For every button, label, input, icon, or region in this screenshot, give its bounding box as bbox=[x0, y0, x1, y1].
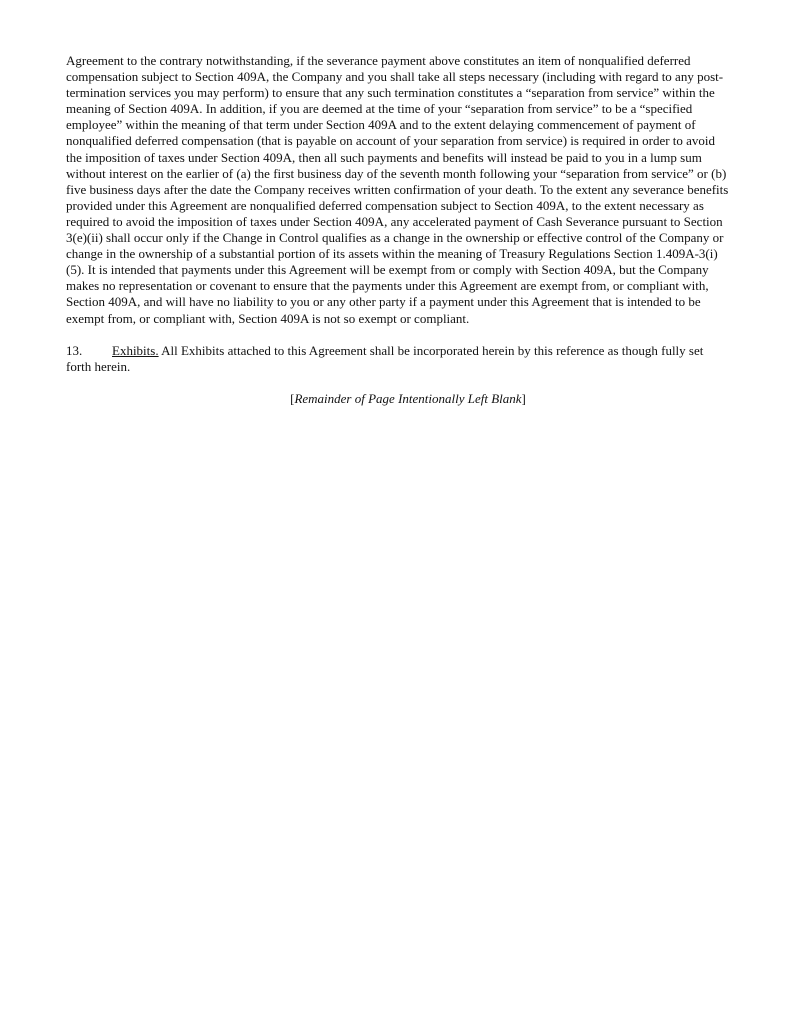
section-title: Exhibits. bbox=[112, 342, 159, 358]
paragraph-line: nonqualified deferred compensation (that is payable on account of your separation from service) is required in order to avoid bbox=[66, 133, 716, 149]
section-13-exhibits bbox=[66, 343, 738, 375]
section-13-line-2: forth herein. bbox=[66, 358, 131, 374]
open-bracket: [ bbox=[290, 390, 295, 406]
paragraph-section-12-continued bbox=[66, 53, 738, 327]
remainder-note-text: Remainder of Page Intentionally Left Blank bbox=[294, 390, 522, 406]
close-bracket: ] bbox=[521, 390, 526, 406]
paragraph-line: employee” within the meaning of that term under Section 409A and to the extent delaying commencement of payment of bbox=[66, 117, 696, 133]
paragraph-line: termination services you may perform) to ensure that any such termination constitutes a “separation from service” within the bbox=[66, 85, 715, 101]
paragraph-line: (5). It is intended that payments under this Agreement will be exempt from or comply with Section 409A, but the Company bbox=[66, 262, 709, 278]
paragraph-line: Section 409A, and will have no liability to you or any other party if a payment under this Agreement that is intended to be bbox=[66, 294, 701, 310]
section-text: All Exhibits attached to this Agreement shall be incorporated herein by this reference as though fully set bbox=[158, 342, 704, 358]
paragraph-line: Agreement to the contrary notwithstanding, if the severance payment above constitutes an item of nonqualified deferred bbox=[66, 53, 691, 68]
paragraph-line: change in the ownership of a substantial portion of its assets within the meaning of Treasury Regulations Section 1.409A-3(i) bbox=[66, 246, 718, 262]
section-number: 13. bbox=[66, 342, 83, 358]
paragraph-line: five business days after the date the Company receives written confirmation of your death. To the extent any severance benefits bbox=[66, 181, 729, 197]
paragraph-line: compensation subject to Section 409A, the Company and you shall take all steps necessary (including with regard to any post- bbox=[66, 69, 724, 85]
section-13-line-1 bbox=[66, 343, 738, 359]
paragraph-line: 3(e)(ii) shall occur only if the Change in Control qualifies as a change in the ownership or effective control of the Company or bbox=[66, 230, 724, 246]
paragraph-line: provided under this Agreement are nonqualified deferred compensation subject to Section 409A, to the extent necessary as bbox=[66, 197, 704, 213]
document-page bbox=[66, 53, 738, 407]
paragraph-line: the imposition of taxes under Section 409A, then all such payments and benefits will instead be paid to you in a lump sum bbox=[66, 149, 702, 165]
paragraph-line: exempt from, or compliant with, Section 409A is not so exempt or compliant. bbox=[66, 310, 470, 326]
paragraph-line: makes no representation or covenant to ensure that the payments under this Agreement are exempt from, or compliant with, bbox=[66, 278, 709, 294]
paragraph-line: required to avoid the imposition of taxes under Section 409A, any accelerated payment of Cash Severance pursuant to Section bbox=[66, 213, 723, 229]
paragraph-line: without interest on the earlier of (a) the first business day of the seventh month following your “separation from service” or (b) bbox=[66, 165, 727, 181]
paragraph-line: meaning of Section 409A. In addition, if you are deemed at the time of your “separation from service” to be a “specified bbox=[66, 101, 693, 117]
remainder-blank-note bbox=[66, 391, 738, 407]
